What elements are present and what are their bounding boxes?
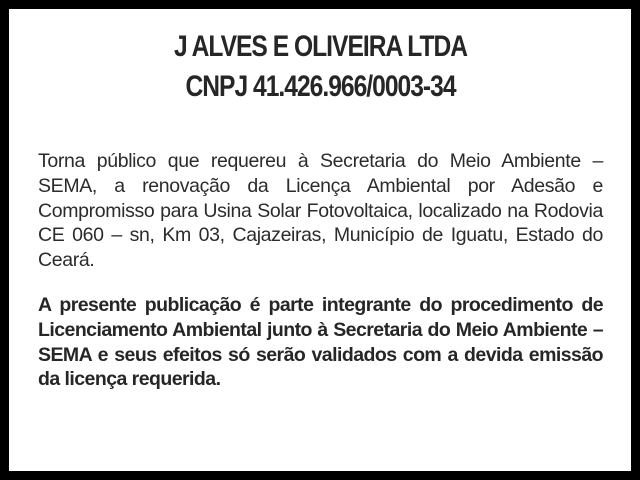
company-cnpj: CNPJ 41.426.966/0003-34 bbox=[185, 70, 456, 103]
notice-paragraph-disclaimer: A presente publicação é parte integrante do procedimento de Licenciamento Ambiental junto à Secretaria do Meio Ambiente – SEMA e seus efeitos só serão validados com a devida emissão da licença requerida. bbox=[38, 293, 603, 391]
notice-header bbox=[89, 27, 552, 107]
notice-paragraph-request: Torna público que requereu à Secretaria do Meio Ambiente – SEMA, a renovação da Licença Ambiental por Adesão e Compromisso para Usina Solar Fotovoltaica, localizado na Rodovia CE 060 – sn, Km 03, Cajazeiras, Município de Iguatu, Estado do Ceará. bbox=[38, 150, 603, 272]
public-notice bbox=[9, 9, 631, 471]
company-name: J ALVES E OLIVEIRA LTDA bbox=[173, 30, 468, 63]
